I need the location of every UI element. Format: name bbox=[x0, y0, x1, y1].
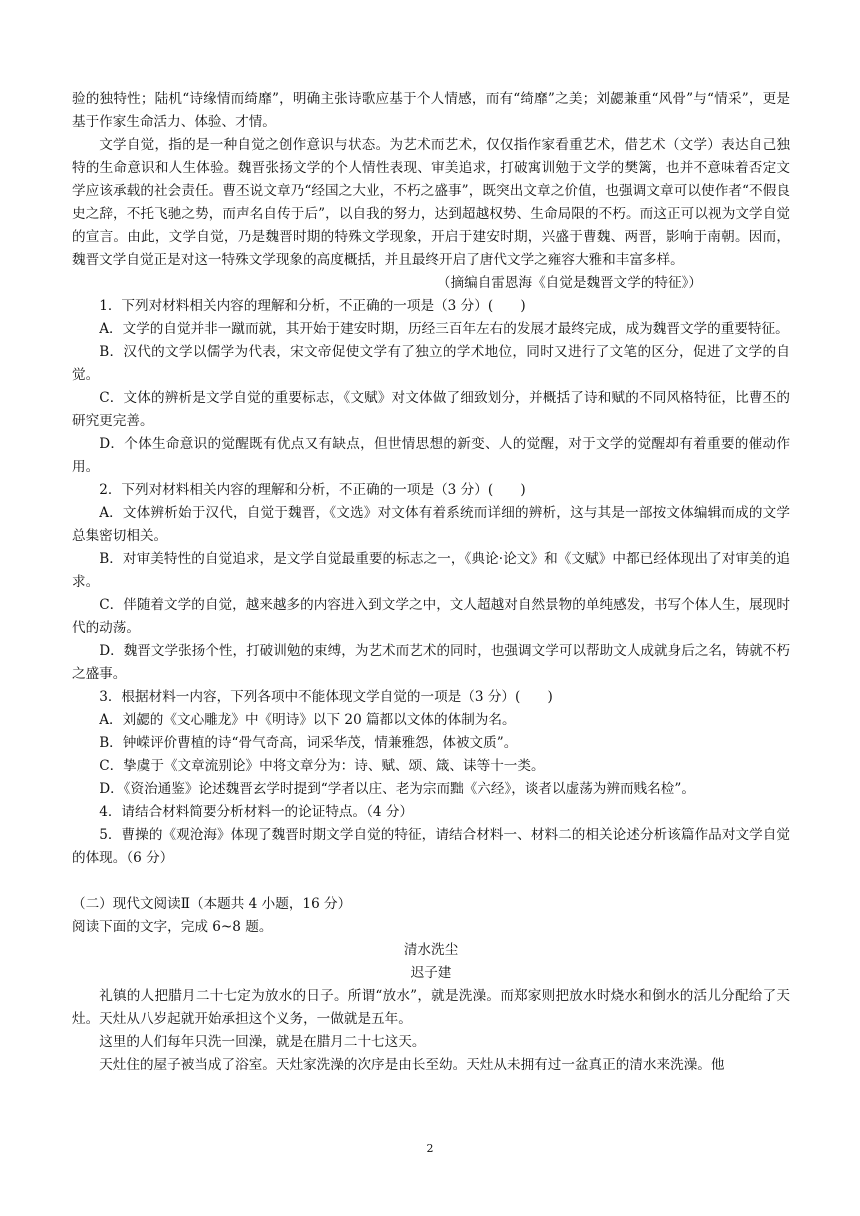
question-2-option-d: D．魏晋文学张扬个性，打破训勉的束缚，为艺术而艺术的同时，也强调文学可以帮助文人成就身后之名，铸就不朽之盛事。 bbox=[72, 643, 790, 682]
question-2-option-a: A．文体辨析始于汉代，自觉于魏晋，《文选》对文体有着系统而详细的辨析，这与其是一部按文体编辑而成的文学总集密切相关。 bbox=[72, 505, 790, 544]
question-1-option-a: A．文学的自觉并非一蹴而就，其开始于建安时期，历经三百年左右的发展才最终完成，成为魏晋文学的重要特征。 bbox=[99, 321, 789, 337]
page-number: 2 bbox=[426, 1142, 434, 1155]
question-2-option-b: B．对审美特性的自觉追求，是文学自觉最重要的标志之一，《典论·论文》和《文赋》中都已经体现出了对审美的追求。 bbox=[72, 551, 790, 590]
story-author: 迟子建 bbox=[410, 965, 452, 981]
body-paragraph: 文学自觉，指的是一种自觉之创作意识与状态。为艺术而艺术，仅仅指作家看重艺术，借艺术（文学）表达自己独特的生命意识和人生体验。魏晋张扬文学的个人情性表现、审美追求，打破寓训勉于文学的樊篱，也并不意味着否定文学应该承载的社会责任。曹丕说文章乃“经国之大业，不朽之盛事”，既突出文章之价值，也强调文章可以使作者“不假良史之辞，不托飞驰之势，而声名自传于后”，以自我的努力，达到超越权势、生命局限的不朽。而这正可以视为文学自觉的宣言。由此，文学自觉，乃是魏晋时期的特殊文学现象，开启于建安时期，兴盛于曹魏、两晋，影响于南朝。因而，魏晋文学自觉正是对这一特殊文学现象的高度概括，并且最终开启了唐代文学之雍容大雅和丰富多样。 bbox=[72, 137, 790, 268]
section-instruction: 阅读下面的文字，完成 6~8 题。 bbox=[72, 919, 273, 935]
question-1-option-c: C．文体的辨析是文学自觉的重要标志，《文赋》对文体做了细致划分，并概括了诗和赋的不同风格特征，比曹丕的研究更完善。 bbox=[72, 390, 790, 429]
question-2-option-c: C．伴随着文学的自觉，越来越多的内容进入到文学之中，文人超越对自然景物的单纯感发，书写个体人生，展现时代的动荡。 bbox=[72, 597, 790, 636]
story-paragraph: 这里的人们每年只洗一回澡，就是在腊月二十七这天。 bbox=[99, 1034, 426, 1050]
story-paragraph: 礼镇的人把腊月二十七定为放水的日子。所谓“放水”，就是洗澡。而郑家则把放水时烧水和倒水的活儿分配给了天灶。天灶从八岁起就开始承担这个义务，一做就是五年。 bbox=[72, 988, 790, 1027]
story-paragraph: 天灶住的屋子被当成了浴室。天灶家洗澡的次序是由长至幼。天灶从未拥有过一盆真正的清水来洗澡。他 bbox=[99, 1057, 725, 1073]
question-2: 2．下列对材料相关内容的理解和分析，不正确的一项是（3 分）( ) bbox=[99, 482, 526, 498]
question-3-option-c: C．挚虞于《文章流别论》中将文章分为：诗、赋、颂、箴、诔等十一类。 bbox=[99, 758, 545, 774]
question-3: 3．根据材料一内容，下列各项中不能体现文学自觉的一项是（3 分）( ) bbox=[99, 689, 553, 705]
section-header: （二）现代文阅读Ⅱ（本题共 4 小题，16 分） bbox=[72, 896, 352, 912]
body-paragraph: 验的独特性；陆机“诗缘情而绮靡”，明确主张诗歌应基于个人情感，而有“绮靡”之美；刘勰兼重“风骨”与“情采”，更是基于作家生命活力、体验、才情。 bbox=[72, 91, 790, 130]
section-gap bbox=[72, 870, 790, 893]
question-4: 4．请结合材料简要分析材料一的论证特点。（4 分） bbox=[99, 804, 414, 820]
story-title: 清水洗尘 bbox=[403, 942, 459, 958]
question-1-option-d: D．个体生命意识的觉醒既有优点又有缺点，但世情思想的新变、人的觉醒，对于文学的觉醒却有着重要的催动作用。 bbox=[72, 436, 790, 475]
question-3-option-d: D．《资治通鉴》论述魏晋玄学时提到“学者以庄、老为宗而黜《六经》，谈者以虚荡为辨而贱名检”。 bbox=[99, 781, 695, 797]
question-1-option-b: B．汉代的文学以儒学为代表，宋文帝促使文学有了独立的学术地位，同时又进行了文笔的区分，促进了文学的自觉。 bbox=[72, 344, 790, 383]
question-3-option-b: B．钟嵘评价曹植的诗“骨气奇高，词采华茂，情兼雅怨，体被文质”。 bbox=[99, 735, 518, 751]
question-3-option-a: A．刘勰的《文心雕龙》中《明诗》以下 20 篇都以文体的体制为名。 bbox=[99, 712, 516, 728]
question-5: 5．曹操的《观沧海》体现了魏晋时期文学自觉的特征，请结合材料一、材料二的相关论述分析该篇作品对文学自觉的体现。（6 分） bbox=[72, 827, 790, 866]
source-citation: （摘编自雷恩海《自觉是魏晋文学的特征》） bbox=[436, 275, 702, 291]
question-1: 1．下列对材料相关内容的理解和分析，不正确的一项是（3 分）( ) bbox=[99, 298, 526, 314]
